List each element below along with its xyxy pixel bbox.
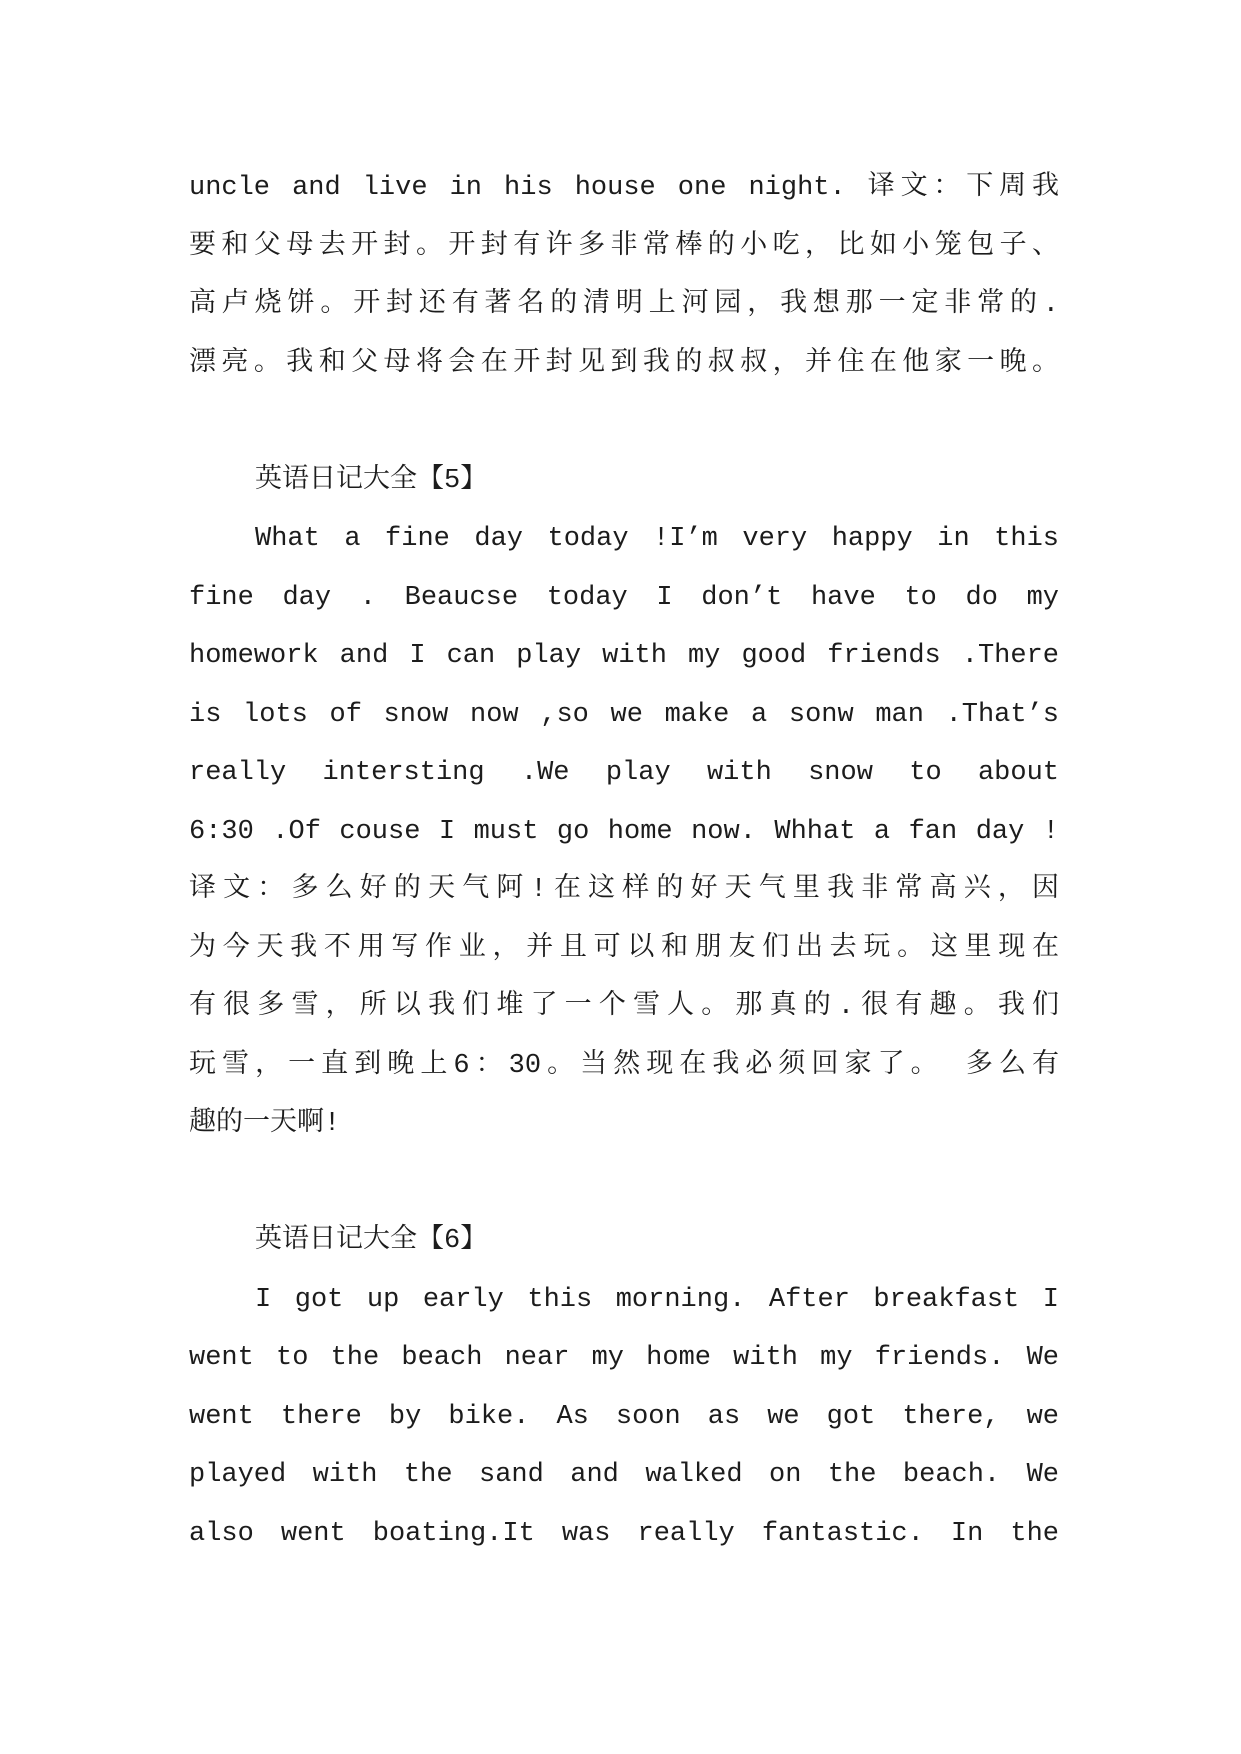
entry-heading: 英语日记大全【5】	[255, 465, 488, 496]
text-line: 玩雪，一直到晚上6：30。当然现在我必须回家了。 多么有	[189, 1050, 1059, 1081]
continued-paragraph	[189, 159, 1059, 393]
diary-entry-6	[189, 1212, 1059, 1563]
text-line: uncle and live in his house one night. 译文：下周我	[189, 173, 1059, 203]
text-line: is lots of snow now ,so we make a sonw man .That’s	[189, 699, 1059, 730]
text-line: 为今天我不用写作业，并且可以和朋友们出去玩。这里现在	[189, 933, 1059, 964]
text-line: 译文：多么好的天气阿!在这样的好天气里我非常高兴，因	[189, 875, 1059, 905]
text-line: went to the beach near my home with my friends. We	[189, 1343, 1059, 1373]
entry-heading: 英语日记大全【6】	[255, 1226, 488, 1256]
text-line: went there by bike. As soon as we got there, we	[189, 1401, 1059, 1432]
text-line: 漂亮。我和父母将会在开封见到我的叔叔，并住在他家一晚。	[189, 348, 1059, 379]
text-line: 有很多雪，所以我们堆了一个雪人。那真的.很有趣。我们	[189, 992, 1059, 1022]
text-line: 要和父母去开封。开封有许多非常棒的小吃，比如小笼包子、	[189, 231, 1059, 262]
text-line: What a fine day today !I’m very happy in this	[255, 524, 1059, 554]
text-line: I got up early this morning. After breakfast I	[255, 1284, 1059, 1315]
text-line: also went boating.It was really fantastic. In the	[189, 1518, 1059, 1549]
text-line: played with the sand and walked on the beach. We	[189, 1460, 1059, 1490]
blank-line	[189, 393, 1059, 452]
text-line: really intersting .We play with snow to about	[189, 758, 1059, 788]
document-body	[189, 159, 1059, 1563]
text-line: 高卢烧饼。开封还有著名的清明上河园，我想那一定非常的.	[189, 290, 1059, 320]
blank-line	[189, 1154, 1059, 1213]
text-line: homework and I can play with my good friends .There	[189, 641, 1059, 671]
diary-entry-5	[189, 452, 1059, 1154]
text-line: fine day . Beaucse today I don’t have to do my	[189, 582, 1059, 613]
text-line: 6:30 .Of couse I must go home now. Whhat a fan day !	[189, 816, 1059, 847]
text-line: 趣的一天啊!	[189, 1109, 341, 1139]
